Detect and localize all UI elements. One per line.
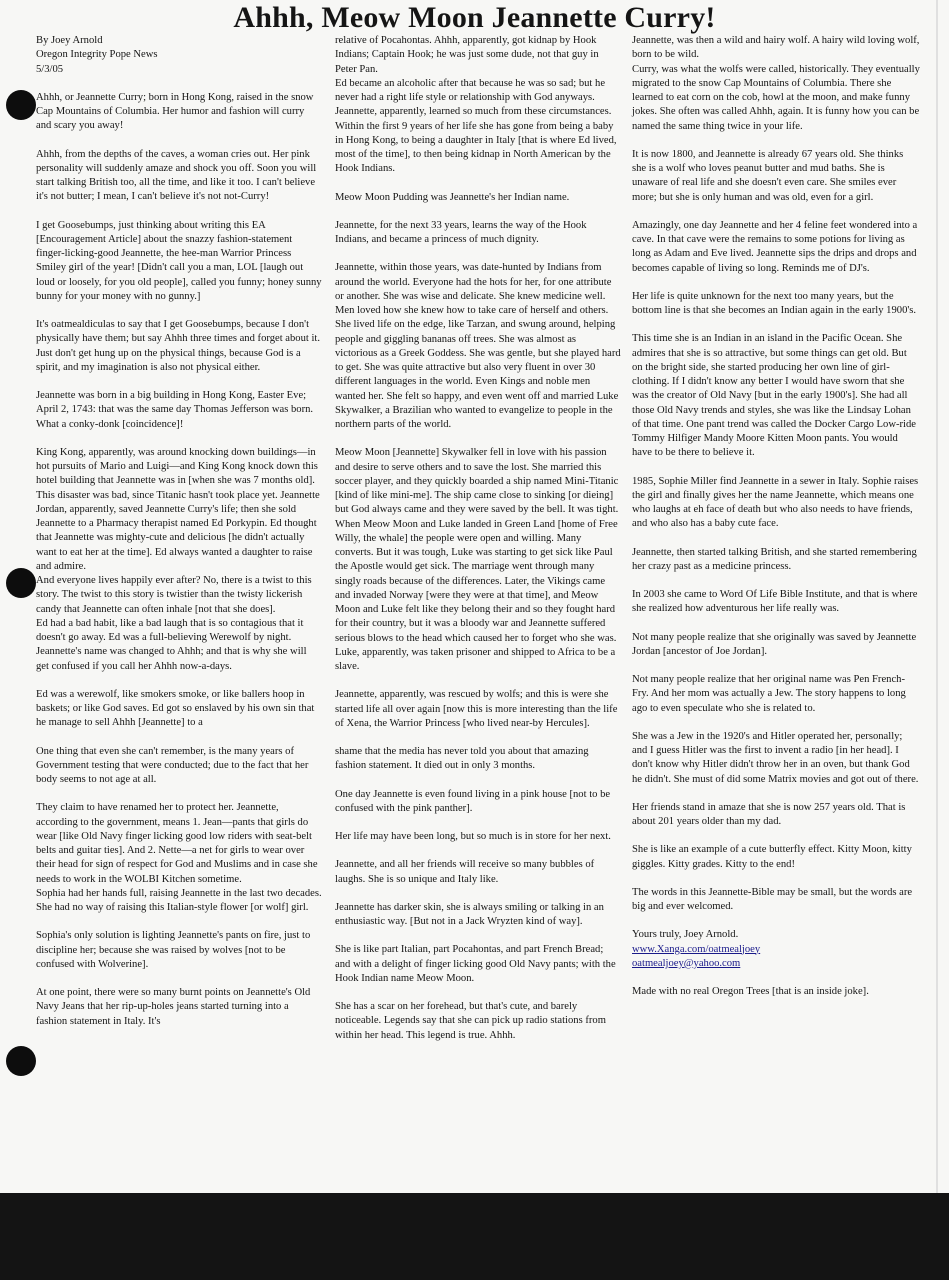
article-paragraph: And everyone lives happily ever after? No, there is a twist to this story. The twist to this story is twistier than the twisty lickerish candy that Jeannette can often inhale [not that she does]. <box>36 575 312 615</box>
signoff <box>632 928 920 999</box>
article-paragraph: relative of Pocahontas. Ahhh, apparently, got kidnap by Hook Indians; Captain Hook; he was just some dude, not that guy in Peter Pan. <box>335 35 599 75</box>
punch-hole <box>6 568 36 598</box>
article-paragraph: Sophia's only solution is lighting Jeannette's pants on fire, just to discipline her; because she was raised by wolves [not to be confused with Wolverine]. <box>36 930 311 970</box>
scanner-background <box>0 1193 949 1280</box>
article-paragraph: Jeannette was born in a big building in Hong Kong, Easter Eve; April 2, 1743: that was the same day Thomas Jefferson was born. What a conky-donk [coincidence]! <box>36 390 314 430</box>
article-paragraph: This disaster was bad, since Titanic hasn't took place yet. Jeannette Jordan, apparently, saved Jeannette Curry's life; then she sold Jeannette to a Pharmacy therapist named Ed Porkypin. Ed thought that Jeannette was mighty-cute and delicious [he didn't actually want to eat her at the time]. Ed always wanted a daughter to raise and admire. <box>36 489 320 572</box>
article-paragraph: Her life is quite unknown for the next too many years, but the bottom line is that she becomes an Indian again in the early 1900's. <box>632 290 917 316</box>
article-paragraph: She was a Jew in the 1920's and Hitler operated her, personally; and I guess Hitler was the first to invent a radio [in her head]. I don't know why Hitler didn't throw her in an oven, but thank God he didn't. She must of did some Matrix movies and got out of there. <box>632 730 919 785</box>
article-paragraph: One day Jeannette is even found living in a pink house [not to be confused with the pink panther]. <box>335 788 611 814</box>
article-paragraph: Not many people realize that her original name was Pen French-Fry. And her mom was actually a Jew. The story happens to long ago to even speculate who she is related to. <box>632 674 906 714</box>
article-paragraph: It is now 1800, and Jeannette is already 67 years old. She thinks she is a wolf who loves peanut butter and mud baths. She is unaware of real life and she doesn't even care. She smiles ever more; but she is only human and was old, even for a girl. <box>632 148 904 203</box>
article-title: Ahhh, Meow Moon Jeannette Curry! <box>233 1 716 34</box>
article-paragraph: Ed had a bad habit, like a bad laugh that is so contagious that it doesn't go away. Ed was a full-believing Werewolf by night. Jeannette's name was changed to Ahhh; and that is why she will get confused if you call her Ahhh now-a-days. <box>36 617 307 672</box>
article-column-2 <box>335 34 621 1057</box>
article-column-1 <box>36 34 322 1043</box>
article-paragraph: In 2003 she came to Word Of Life Bible Institute, and that is where she realized how adventurous her life really was. <box>632 589 918 615</box>
article-paragraph: At one point, there were so many burnt points on Jeannette's Old Navy Jeans that her rip-up-holes jeans started turning into a fashion statement in Italy. It's <box>36 987 311 1027</box>
article-paragraph: Jeannette, for the next 33 years, learns the way of the Hook Indians, and became a princess of much dignity. <box>335 219 587 245</box>
article-paragraph: Her life may have been long, but so much is in store for her next. <box>335 831 611 842</box>
byline <box>36 34 322 77</box>
article-paragraph: Amazingly, one day Jeannette and her 4 feline feet wondered into a cave. In that cave were the remains to some potions for living as long as Adam and Eve lived. Jeannette sips the drips and drops and becomes capable of living so long. Reminds me of DJ's. <box>632 219 918 274</box>
article-paragraph: Jeannette, within those years, was date-hunted by Indians from around the world. Everyone had the hots for her, for one attribute or another. She was wise and delicate. She knew medicine well. Men loved how she knew how to take care of herself and others. She lived life on the edge, like Tarzan, and swung around, helping people and giggling bananas off trees. She was almost as victorious as a Greek Goddess. She was gentle, but she played hard to get. She was quite attractive but also very fluent in over 30 different languages in the world. Even Kings and noble men wanted her. She felt so happy, and even went off and married Luke Skywalker, a Brazilian who wanted to evangelize to people in the northern parts of the world. <box>335 262 621 430</box>
article-paragraph: One thing that even she can't remember, is the many years of Government testing that were conducted; due to the fact that her body seems to not age at all. <box>36 745 309 785</box>
article-paragraph: Jeannette, apparently, was rescued by wolfs; and this is were she started life all over again [now this is more interesting than the life of Xena, the Warrior Princess [who lived near-by Hercules]. <box>335 689 618 729</box>
article-paragraph: Jeannette has darker skin, she is always smiling or talking in an enthusiastic way. [But not in a Jack Wryzten kind of way]. <box>335 901 604 927</box>
article-paragraph: Jeannette, and all her friends will receive so many bubbles of laughs. She is so unique and Italy like. <box>335 859 595 885</box>
byline-date: 5/3/05 <box>36 63 64 75</box>
article-paragraph: King Kong, apparently, was around knocking down buildings—in hot pursuits of Mario and Luigi—and King Kong knock down this hotel building that Jeannette was in [when she was 7 months old]. <box>36 446 318 487</box>
article-paragraph: She has a scar on her forehead, but that's cute, and barely noticeable. Legends say that she can pick up radio stations from within her head. This legend is true. Ahhh. <box>335 1001 606 1041</box>
article-paragraph: Jeannette, was then a wild and hairy wolf. A hairy wild loving wolf, born to be wild. <box>632 35 920 61</box>
article-paragraph: 1985, Sophie Miller find Jeannette in a sewer in Italy. Sophie raises the girl and finally gives her the name Jeannette, which means one who laughs at eh face of death but who also needs to have friends, and who also has a baby cute face. <box>632 475 919 530</box>
punch-hole <box>6 1046 36 1076</box>
article-paragraph: Sophia had her hands full, raising Jeannette in the last two decades. She had no way of raising this Italian-style flower [or wolf] girl. <box>36 887 322 913</box>
email-link[interactable]: oatmealjoey@yahoo.com <box>632 957 741 969</box>
punch-hole <box>6 90 36 120</box>
article-paragraph: Ahhh, from the depths of the caves, a woman cries out. Her pink personality will suddenly amaze and shock you off. Soon you will start talking British too, all the time, and like it too. I can't believe it's not butter; I mean, I can't believe it's not not-Curry! <box>36 148 317 203</box>
article-paragraph: Jeannette, apparently, learned so much from these circumstances. Within the first 9 years of her life she has gone from being a baby in Hong Kong, to being a daughter in Italy [that is where Ed lived, most of the time], to then being kidnap in North American by the Hook Indians. <box>335 106 617 175</box>
byline-author: By Joey Arnold <box>36 35 103 46</box>
article-paragraph: Ed became an alcoholic after that because he was so sad; but he never had a right life style or relationship with God anyways. <box>335 77 606 103</box>
article-paragraph: She is like an example of a cute butterfly effect. Kitty Moon, kitty giggles. Kitty grades. Kitty to the end! <box>632 844 912 870</box>
article-paragraph: Curry, was what the wolfs were called, historically. They eventually migrated to the snow Cap Mountains of Columbia. There she learned to eat corn on the cob, howl at the moon, and make funny jokes. She often was called Ahhh, again. It is funny how you can be named the same thing twice in your life. <box>632 63 920 132</box>
byline-publication: Oregon Integrity Pope News <box>36 49 158 61</box>
article-column-3 <box>632 34 920 999</box>
article-paragraph: Meow Moon Pudding was Jeannette's her Indian name. <box>335 191 570 203</box>
article-paragraph: They claim to have renamed her to protect her. Jeannette, according to the government, means 1. Jean—pants that girls do wear [like Old Navy finger licking good low riders with seat-belt belts and guitar ties]. And 2. Nette—a net for girls to wear over their head for sign of respect for God and Muslims and in case she needs to work in the WOLBI Kitchen sometime. <box>36 802 318 885</box>
signoff-footnote: Made with no real Oregon Trees [that is an inside joke]. <box>632 986 869 997</box>
article-paragraph: I get Goosebumps, just thinking about writing this EA [Encouragement Article] about the snazzy fashion-statement finger-licking-good Jeannette, the hee-man Warrior Princess Smiley girl of the year! [Didn't call you a man, LOL [laugh out loud or loosely, for you old people], called you funny; honey sunny bunny for your money with no gunny.] <box>36 219 322 302</box>
signoff-closing: Yours truly, Joey Arnold. <box>632 929 739 941</box>
article-paragraph: Not many people realize that she originally was saved by Jeannette Jordan [ancestor of Joe Jordan]. <box>632 631 917 657</box>
article-paragraph: Her friends stand in amaze that she is now 257 years old. That is about 201 years older than my dad. <box>632 801 906 827</box>
article-paragraph: Ed was a werewolf, like smokers smoke, or like ballers hoop in baskets; or like God saves. Ed got so enslaved by his own sin that he manage to sell Ahhh [Jeannette] to a <box>36 688 315 729</box>
website-link[interactable]: www.Xanga.com/oatmealjoey <box>632 943 761 955</box>
article-paragraph: Jeannette, then started talking British, and she started remembering her crazy past as a medicine princess. <box>632 546 917 572</box>
page-edge <box>936 0 938 1193</box>
article-paragraph: She is like part Italian, part Pocahontas, and part French Bread; and with a delight of finger licking good Old Navy pants; with the Hook Indian name Meow Moon. <box>335 944 616 984</box>
article-paragraph: The words in this Jeannette-Bible may be small, but the words are big and ever welcomed. <box>632 886 913 912</box>
article-paragraph: Meow Moon [Jeannette] Skywalker fell in love with his passion and desire to serve others and to save the lost. She married this soccer player, and they quickly boarded a ship named Mini-Titanic [kind of like mini-me]. The ship came close to sinking [or dieing] but God always came and they were saved by the bell. It was tight. When Meow Moon and Luke landed in Green Land [home of Free Willy, the whale] the people were open and willing. Many converts. But it was tough, Luke was starting to get sick like Paul the Apostle would get sick. The marriage went through many singly roads because of the differences. Later, the Vikings came and invaded Norway [were they were at that time], and Meow Moon and Luke felt like they belong their and so they fought hard for their country, but it was a bloody war and Jeannette suffered serious blows to the head which caused her to forget who she was. Luke, apparently, was taken prisoner and shipped to Africa to be a slave. <box>335 447 619 672</box>
article-paragraph: Ahhh, or Jeannette Curry; born in Hong Kong, raised in the snow Cap Mountains of Columbia. Her humor and fashion will curry and scary you away! <box>36 91 314 132</box>
article-paragraph: This time she is an Indian in an island in the Pacific Ocean. She admires that she is so attractive, but some things can get old. But on the bright side, she started producing her own line of girl-clothing. If I didn't know any better I would have sworn that she was the creator of Old Navy [but in the early 1900's]. She had all those Old Navy trends and styles, she was like the Lindsay Lohan of that time. One pant trend was called the Docker Cargo Low-ride Tommy Hilfiger Mandy Moore Kitten Moon pants. You would have to be there to believe it. <box>632 333 916 459</box>
article-paragraph: shame that the media has never told you about that amazing fashion statement. It died out in only 3 months. <box>335 746 589 772</box>
article-paragraph: It's oatmealdiculas to say that I get Goosebumps, because I don't physically have them; but say Ahhh three times and forget about it. Just don't get hung up on the physical things, because God is a spirit, and my imagination is also not physical either. <box>36 319 321 373</box>
